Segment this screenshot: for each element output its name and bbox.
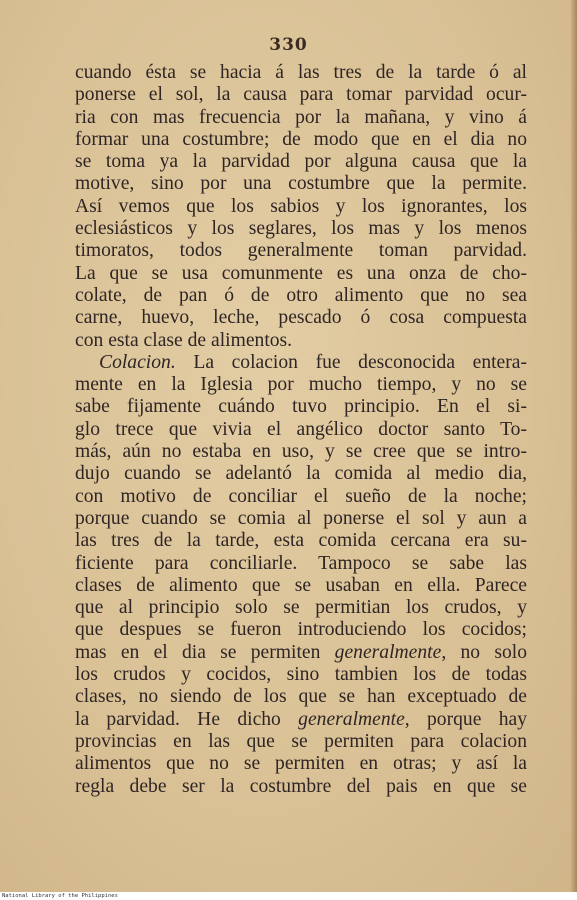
text-fragment: carne, huevo, leche, pescado ó cosa compuesta <box>75 307 527 329</box>
emphasis: generalmente <box>334 641 442 663</box>
text-line <box>75 84 527 106</box>
text-line <box>75 508 527 530</box>
text-line <box>75 731 527 753</box>
text-fragment: , no solo <box>441 641 527 663</box>
text-fragment: ficiente para conciliarle. Tampoco se sabe las <box>75 552 527 574</box>
text-line <box>75 597 527 619</box>
text-line <box>75 776 527 798</box>
text-fragment: sabe fijamente cuándo tuvo principio. En el si- <box>75 396 527 418</box>
text-fragment: provincias en las que se permiten para colacion <box>75 730 527 752</box>
text-line <box>75 173 527 195</box>
text-line <box>75 463 527 485</box>
text-fragment: mente en la Iglesia por mucho tiempo, y no se <box>75 374 527 396</box>
text-line <box>75 240 527 262</box>
text-fragment: La colacion fue desconocida entera- <box>175 351 527 373</box>
text-line <box>75 107 527 129</box>
text-fragment: cuando ésta se hacia á las tres de la tarde ó al <box>75 62 527 83</box>
page-number: 330 <box>269 35 308 55</box>
text-fragment: ria con mas frecuencia por la mañana, y vino á <box>75 106 527 128</box>
text-line <box>75 441 527 463</box>
text-fragment: Así vemos que los sabios y los ignorantes, los <box>75 195 527 217</box>
text-line <box>75 330 527 352</box>
text-fragment: La que se usa comunmente es una onza de cho- <box>75 262 527 284</box>
text-fragment: , porque hay <box>404 708 527 730</box>
text-fragment: con esta clase de alimentos. <box>75 329 293 351</box>
text-line <box>75 642 527 664</box>
text-line <box>75 307 527 329</box>
text-fragment: que al principio solo se permitian los crudos, y <box>75 597 527 619</box>
text-fragment: la parvidad. He dicho <box>75 708 299 730</box>
text-line <box>75 575 527 597</box>
text-fragment: con motivo de conciliar el sueño de la noche; <box>75 485 527 507</box>
text-fragment: glo trece que vivia el angélico doctor santo To- <box>75 418 527 440</box>
text-line <box>75 709 527 731</box>
text-fragment: dujo cuando se adelantó la comida al medio dia, <box>75 463 527 485</box>
text-fragment: timoratos, todos generalmente toman parvidad. <box>75 240 527 262</box>
text-line <box>75 196 527 218</box>
text-fragment: colate, de pan ó de otro alimento que no sea <box>75 284 527 306</box>
text-fragment: más, aún no estaba en uso, y se cree que se intro- <box>75 441 527 463</box>
text-line <box>75 263 527 285</box>
text-line <box>75 151 527 173</box>
text-line <box>75 396 527 418</box>
text-fragment: clases de alimento que se usaban en ella. Parece <box>75 574 527 596</box>
text-fragment: se toma ya la parvidad por alguna causa que la <box>75 151 527 173</box>
text-fragment: motive, sino por una costumbre que la permite. <box>75 173 527 195</box>
text-line <box>75 129 527 151</box>
text-fragment: los crudos y cocidos, sino tambien los de todas <box>75 664 527 686</box>
text-fragment: que despues se fueron introduciendo los cocidos; <box>75 619 527 641</box>
text-line <box>75 285 527 307</box>
section-heading: Colacion. <box>99 351 176 373</box>
text-line <box>75 374 527 396</box>
text-fragment: regla debe ser la costumbre del pais en que se <box>75 775 527 797</box>
text-fragment: alimentos que no se permiten en otras; y así la <box>75 753 527 775</box>
text-line <box>75 530 527 552</box>
text-line <box>75 619 527 641</box>
text-line <box>75 218 527 240</box>
text-line <box>75 686 527 708</box>
text-line <box>75 486 527 508</box>
text-fragment: mas en el dia se permiten <box>75 641 335 663</box>
text-fragment: porque cuando se comia al ponerse el sol y aun a <box>75 507 527 529</box>
page-edge-shadow <box>571 0 577 892</box>
text-line <box>75 419 527 441</box>
text-fragment: las tres de la tarde, esta comida cercana era su- <box>75 530 527 552</box>
text-fragment: formar una costumbre; de modo que en el dia no <box>75 128 527 150</box>
text-line <box>75 664 527 686</box>
text-line <box>75 62 527 84</box>
body-text <box>75 62 527 798</box>
text-line <box>75 753 527 775</box>
text-fragment: clases, no siendo de los que se han exceptuado de <box>75 686 527 708</box>
text-fragment: eclesiásticos y los seglares, los mas y los menos <box>75 218 527 240</box>
emphasis: generalmente <box>298 708 405 730</box>
text-line <box>75 352 527 374</box>
text-line <box>75 553 527 575</box>
text-fragment: ponerse el sol, la causa para tomar parvidad ocur- <box>75 84 527 106</box>
footer-credit: National Library of the Philippines <box>2 893 118 899</box>
